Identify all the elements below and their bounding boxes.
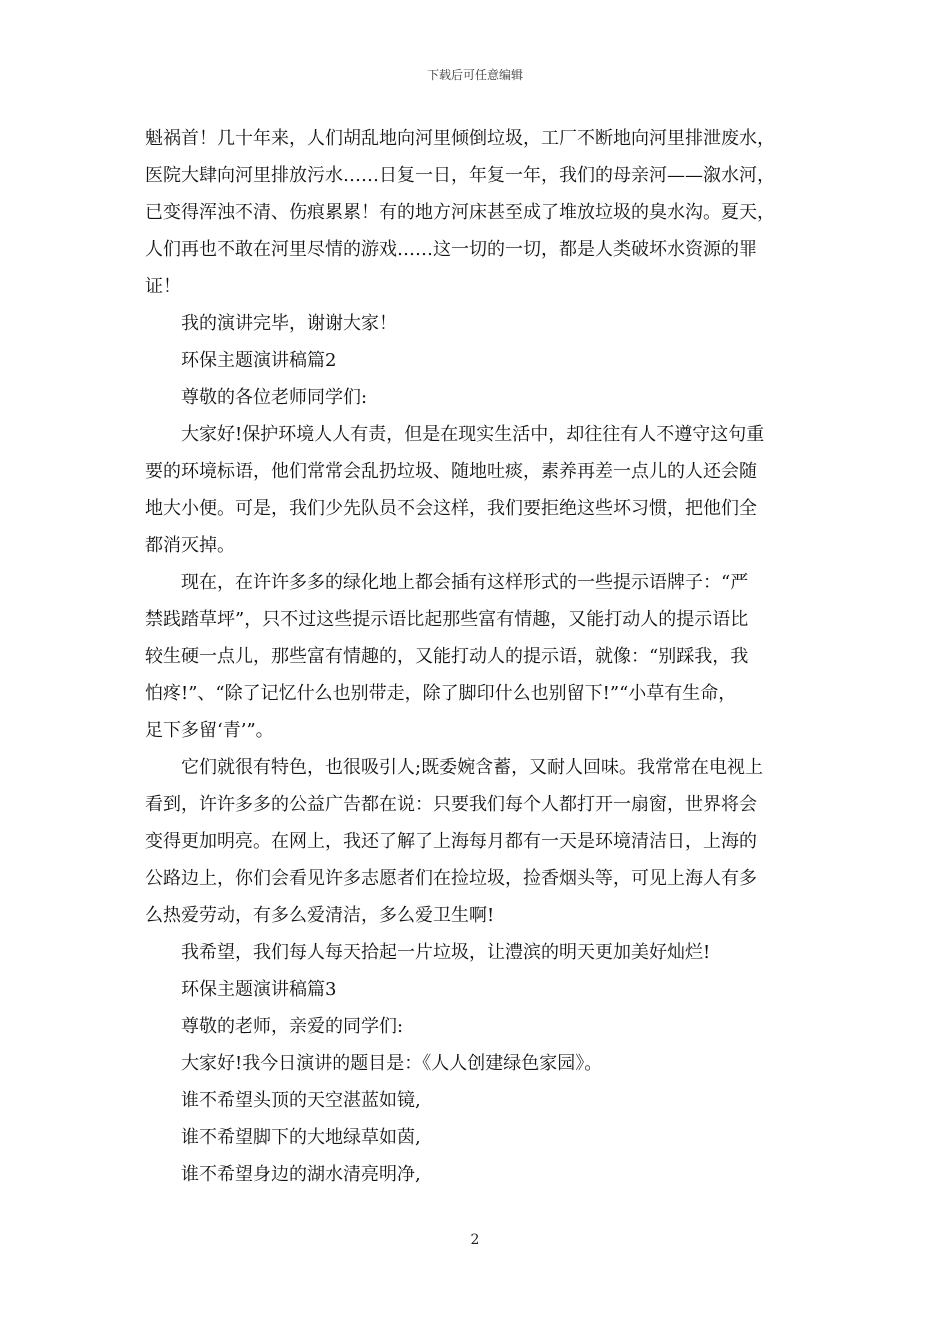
body-line: 地大小便。可是，我们少先队员不会这样，我们要拒绝这些坏习惯，把他们全 [145, 498, 757, 519]
salutation: 尊敬的各位老师同学们: [181, 387, 368, 408]
body-line: 医院大肆向河里排放污水……日复一日，年复一年，我们的母亲河——溆水河， [145, 165, 775, 186]
body-line: 禁践踏草坪”，只不过这些提示语比起那些富有情趣，又能打动人的提示语比 [145, 609, 749, 630]
body-line: 证！ [145, 276, 181, 297]
body-line: 么热爱劳动，有多么爱清洁，多么爱卫生啊! [145, 905, 495, 926]
body-line: 我的演讲完毕，谢谢大家！ [181, 313, 397, 334]
salutation: 尊敬的老师，亲爱的同学们: [181, 1016, 404, 1037]
body-line: 要的环境标语，他们常常会乱扔垃圾、随地吐痰，素养再差一点儿的人还会随 [145, 461, 757, 482]
body-line: 变得更加明亮。在网上，我还了解了上海每月都有一天是环境清洁日，上海的 [145, 831, 757, 852]
body-line: 魁祸首！几十年来，人们胡乱地向河里倾倒垃圾，工厂不断地向河里排泄废水， [145, 128, 775, 149]
page-number: 2 [470, 1232, 480, 1248]
body-line: 都消灭掉。 [145, 535, 235, 556]
body-line: 大家好!保护环境人人有责，但是在现实生活中，却往往有人不遵守这句重 [181, 424, 765, 445]
body-line: 谁不希望脚下的大地绿草如茵, [181, 1127, 421, 1148]
body-line: 它们就很有特色，也很吸引人;既委婉含蓄，又耐人回味。我常常在电视上 [181, 757, 764, 778]
body-line: 我希望，我们每人每天拾起一片垃圾，让澧滨的明天更加美好灿烂! [181, 942, 711, 963]
section-heading: 环保主题演讲稿篇3 [181, 979, 337, 1000]
body-line: 现在，在许许多多的绿化地上都会插有这样形式的一些提示语牌子：“严 [181, 572, 749, 593]
body-line: 较生硬一点儿，那些富有情趣的，又能打动人的提示语，就像：“别踩我，我 [145, 646, 749, 667]
body-line: 公路边上，你们会看见许多志愿者们在捡垃圾，捡香烟头等，可见上海人有多 [145, 868, 757, 889]
page-header-note: 下载后可任意编辑 [426, 68, 523, 82]
section-heading: 环保主题演讲稿篇2 [181, 350, 337, 371]
body-line: 谁不希望身边的湖水清亮明净, [181, 1164, 421, 1185]
body-line: 足下多留‘青’”。 [145, 720, 274, 741]
body-line: 大家好!我今日演讲的题目是：《人人创建绿色家园》。 [181, 1053, 603, 1074]
body-line: 看到，许许多多的公益广告都在说：只要我们每个人都打开一扇窗，世界将会 [145, 794, 757, 815]
document-body [145, 120, 810, 1193]
body-line: 已变得浑浊不清、伤痕累累！有的地方河床甚至成了堆放垃圾的臭水沟。夏天， [145, 202, 775, 223]
body-line: 谁不希望头顶的天空湛蓝如镜, [181, 1090, 421, 1111]
body-line: 人们再也不敢在河里尽情的游戏……这一切的一切，都是人类破坏水资源的罪 [145, 239, 757, 260]
body-line: 怕疼!”、“除了记忆什么也别带走，除了脚印什么也别留下!”“小草有生命， [145, 683, 737, 704]
